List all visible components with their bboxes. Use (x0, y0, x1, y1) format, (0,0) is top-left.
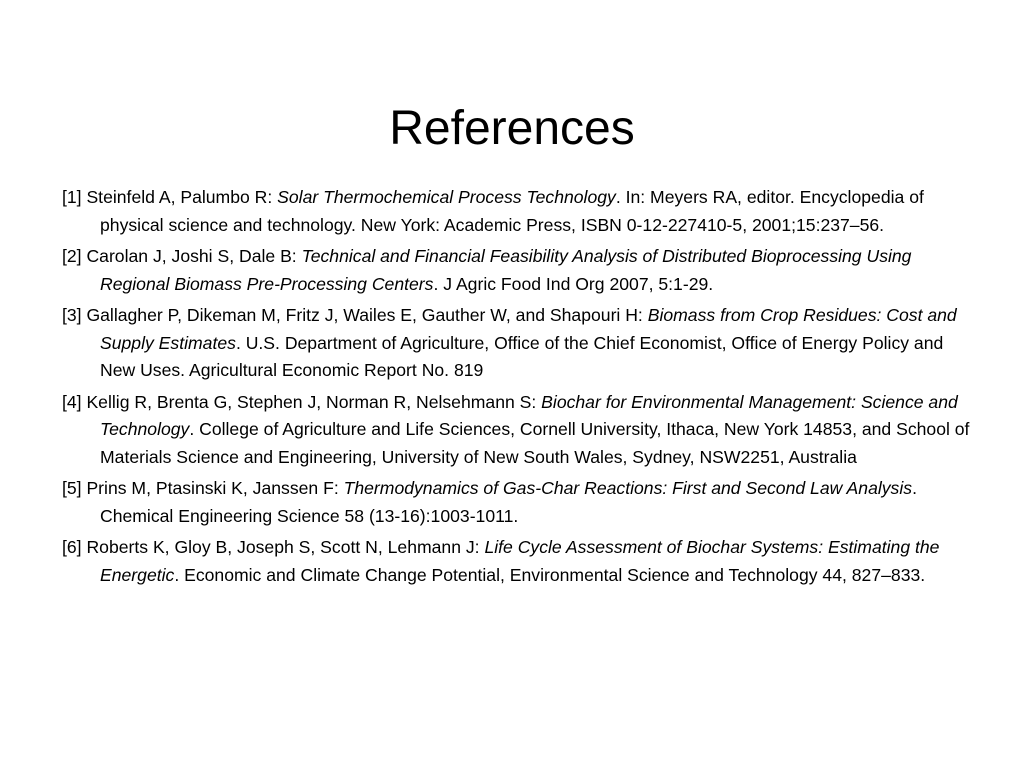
reference-authors: [5] Prins M, Ptasinski K, Janssen F: (62, 478, 344, 498)
reference-source: . U.S. Department of Agriculture, Office of the Chief Economist, Office of Energy Policy and New Uses. Agricultural Economic Report No. 819 (100, 332, 944, 380)
reference-item (62, 184, 970, 239)
reference-title: Biomass from Crop Residues: Cost and Supply Estimates (100, 305, 957, 353)
reference-title: Technical and Financial Feasibility Analysis of Distributed Bioprocessing Using Regional Biomass Pre-Processing Centers (100, 246, 912, 294)
reference-authors: [4] Kellig R, Brenta G, Stephen J, Norman R, Nelsehmann S: (62, 391, 542, 412)
reference-item (62, 475, 970, 530)
reference-list (62, 184, 970, 593)
reference-source: . Chemical Engineering Science 58 (13-16):1003-1011. (100, 478, 917, 526)
reference-title: Solar Thermochemical Process Technology (277, 187, 616, 207)
reference-item (62, 302, 970, 385)
reference-title: Life Cycle Assessment of Biochar Systems: Estimating the Energetic (100, 537, 940, 585)
reference-item (62, 243, 970, 298)
reference-source: . In: Meyers RA, editor. Encyclopedia of physical science and technology. New York: Academic Press, ISBN 0-12-227410-5, 2001;15:237–56. (100, 187, 924, 235)
reference-authors: [2] Carolan J, Joshi S, Dale B: (62, 246, 302, 266)
reference-item (62, 534, 970, 589)
slide-title: References (389, 102, 635, 156)
reference-source: . College of Agriculture and Life Sciences, Cornell University, Ithaca, New York 14853, and School of Materials Science and Engineering, University of New South Wales, Sydney, NSW2251, Australia (100, 419, 970, 467)
reference-source: . Economic and Climate Change Potential, Environmental Science and Technology 44, 827–833. (174, 564, 926, 585)
reference-title: Biochar for Environmental Management: Science and Technology (100, 391, 958, 439)
reference-authors: [1] Steinfeld A, Palumbo R: (62, 187, 278, 207)
reference-item (62, 389, 970, 472)
reference-title: Thermodynamics of Gas-Char Reactions: First and Second Law Analysis (343, 478, 913, 498)
reference-source: . J Agric Food Ind Org 2007, 5:1-29. (433, 273, 714, 294)
reference-authors: [3] Gallagher P, Dikeman M, Fritz J, Wailes E, Gauther W, and Shapouri H: (62, 305, 648, 325)
reference-authors: [6] Roberts K, Gloy B, Joseph S, Scott N, Lehmann J: (62, 537, 485, 557)
